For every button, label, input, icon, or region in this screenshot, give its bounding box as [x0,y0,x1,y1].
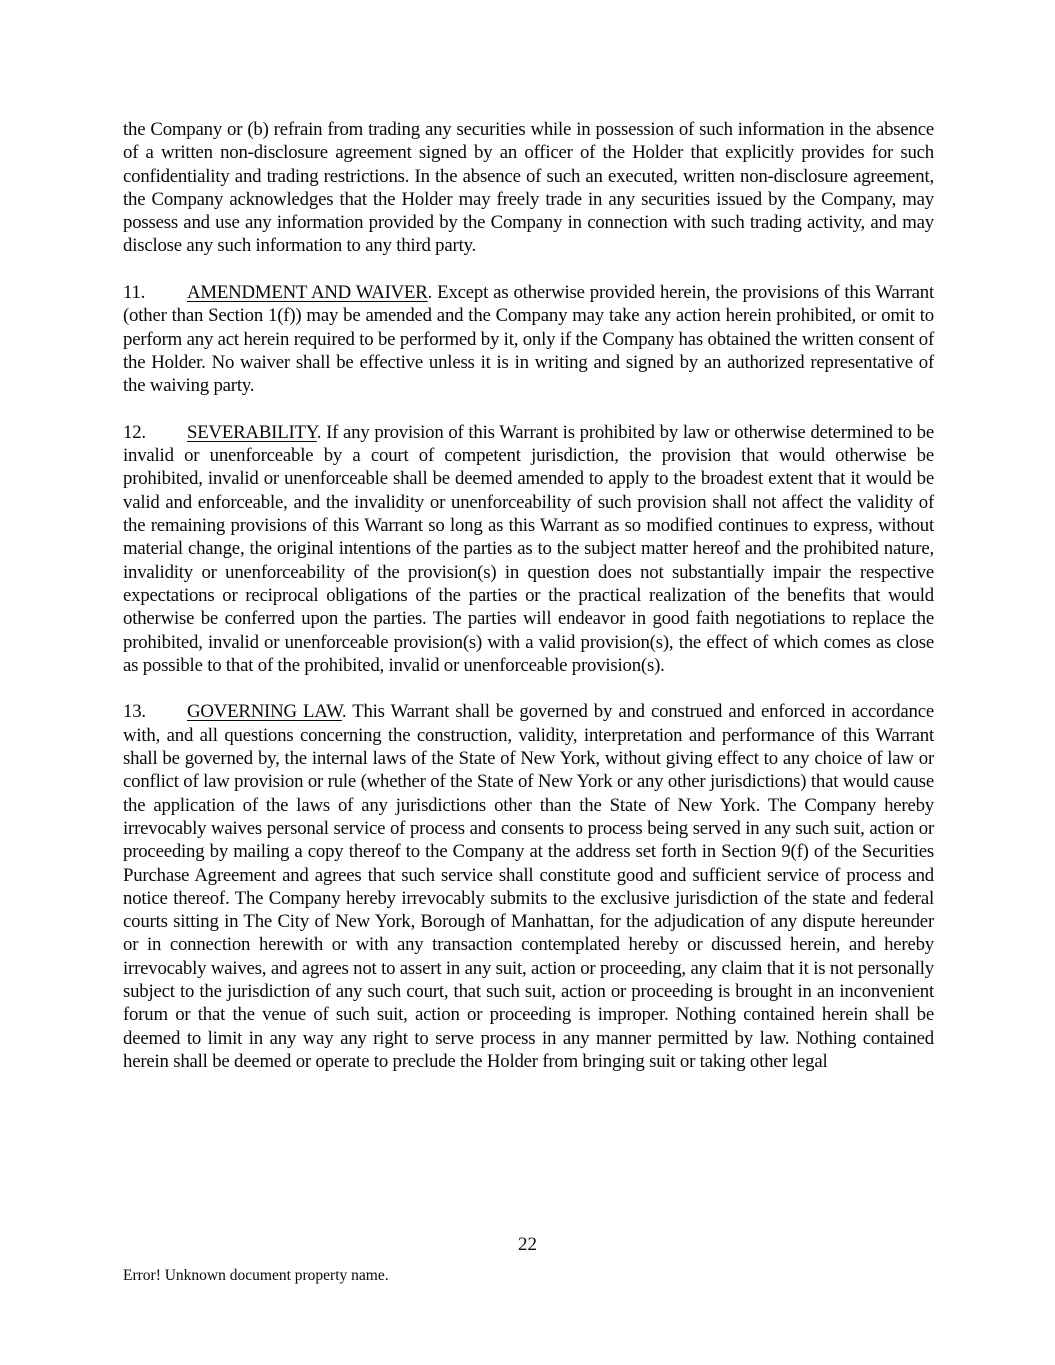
section-12-severability [123,421,934,677]
section-body-text: . If any provision of this Warrant is prohibited by law or otherwise determined to be invalid or unenforceable by a court of competent jurisdiction, the provision that would otherwise be prohibited, invalid or unenforceable shall be deemed amended to apply to the broadest extent that it would be valid and enforceable, and the invalidity or unenforceability of such provision shall not affect the validity of the remaining provisions of this Warrant so long as this Warrant as so modified continues to express, without material change, the original intentions of the parties as to the subject matter hereof and the prohibited nature, invalidity or unenforceability of the provision(s) in question does not substantially impair the respective expectations or reciprocal obligations of the parties or the practical realization of the benefits that would otherwise be conferred upon the parties. The parties will endeavor in good faith negotiations to replace the prohibited, invalid or unenforceable provision(s) with a valid provision(s), the effect of which comes as close as possible to that of the prohibited, invalid or unenforceable provision(s). [123,421,934,676]
document-body [123,118,934,1073]
footer-error-note: Error! Unknown document property name. [123,1267,389,1284]
section-heading: AMENDMENT AND WAIVER [187,282,428,304]
section-body-text: . Except as otherwise provided herein, the provisions of this Warrant (other than Section 1(f)) may be amended and the Company may take any action herein prohibited, or omit to perform any act herein required to be performed by it, only if the Company has obtained the written consent of the Holder. No waiver shall be effective unless it is in writing and signed by an authorized representative of the waiving party. [123,282,934,397]
page-number: 22 [518,1234,537,1255]
section-body-text: . This Warrant shall be governed by and construed and enforced in accordance with, and all questions concerning the construction, validity, interpretation and performance of this Warrant shall be governed by, the internal laws of the State of New York, without giving effect to any choice of law or conflict of law provision or rule (whether of the State of New York or any other jurisdictions) that would cause the application of the laws of any jurisdictions other than the State of New York. The Company hereby irrevocably waives personal service of process and consents to process being served in any such suit, action or proceeding by mailing a copy thereof to the Company at the address set forth in Section 9(f) of the Securities Purchase Agreement and agrees that such service shall constitute good and sufficient service of process and notice thereof. The Company hereby irrevocably submits to the exclusive jurisdiction of the state and federal courts sitting in The City of New York, Borough of Manhattan, for the adjudication of any dispute hereunder or in connection herewith or with any transaction contemplated hereby or discussed herein, and hereby irrevocably waives, and agrees not to assert in any suit, action or proceeding, any claim that it is not personally subject to the jurisdiction of any such court, that such suit, action or proceeding is brought in an inconvenient forum or that the venue of such suit, action or proceeding is improper. Nothing contained herein shall be deemed to limit in any way any right to serve process in any manner permitted by law. Nothing contained herein shall be deemed or operate to preclude the Holder from bringing suit or taking other legal [123,701,934,1072]
section-number: 13. [123,701,146,723]
section-heading: SEVERABILITY [187,421,317,443]
section-13-governing-law [123,700,934,1073]
paragraph-continuation: the Company or (b) refrain from trading any securities while in possession of such information in the absence of a written non-disclosure agreement signed by an officer of the Holder that explicitly provides for such confidentiality and trading restrictions. In the absence of such an executed, written non-disclosure agreement, the Company acknowledges that the Holder may freely trade in any securities issued by the Company, may possess and use any information provided by the Company in connection with such trading activity, and may disclose any such information to any third party. [123,119,934,257]
section-number: 11. [123,282,146,304]
section-heading: GOVERNING LAW [187,701,342,723]
section-number: 12. [123,421,146,443]
section-11-amendment-and-waiver [123,281,934,397]
